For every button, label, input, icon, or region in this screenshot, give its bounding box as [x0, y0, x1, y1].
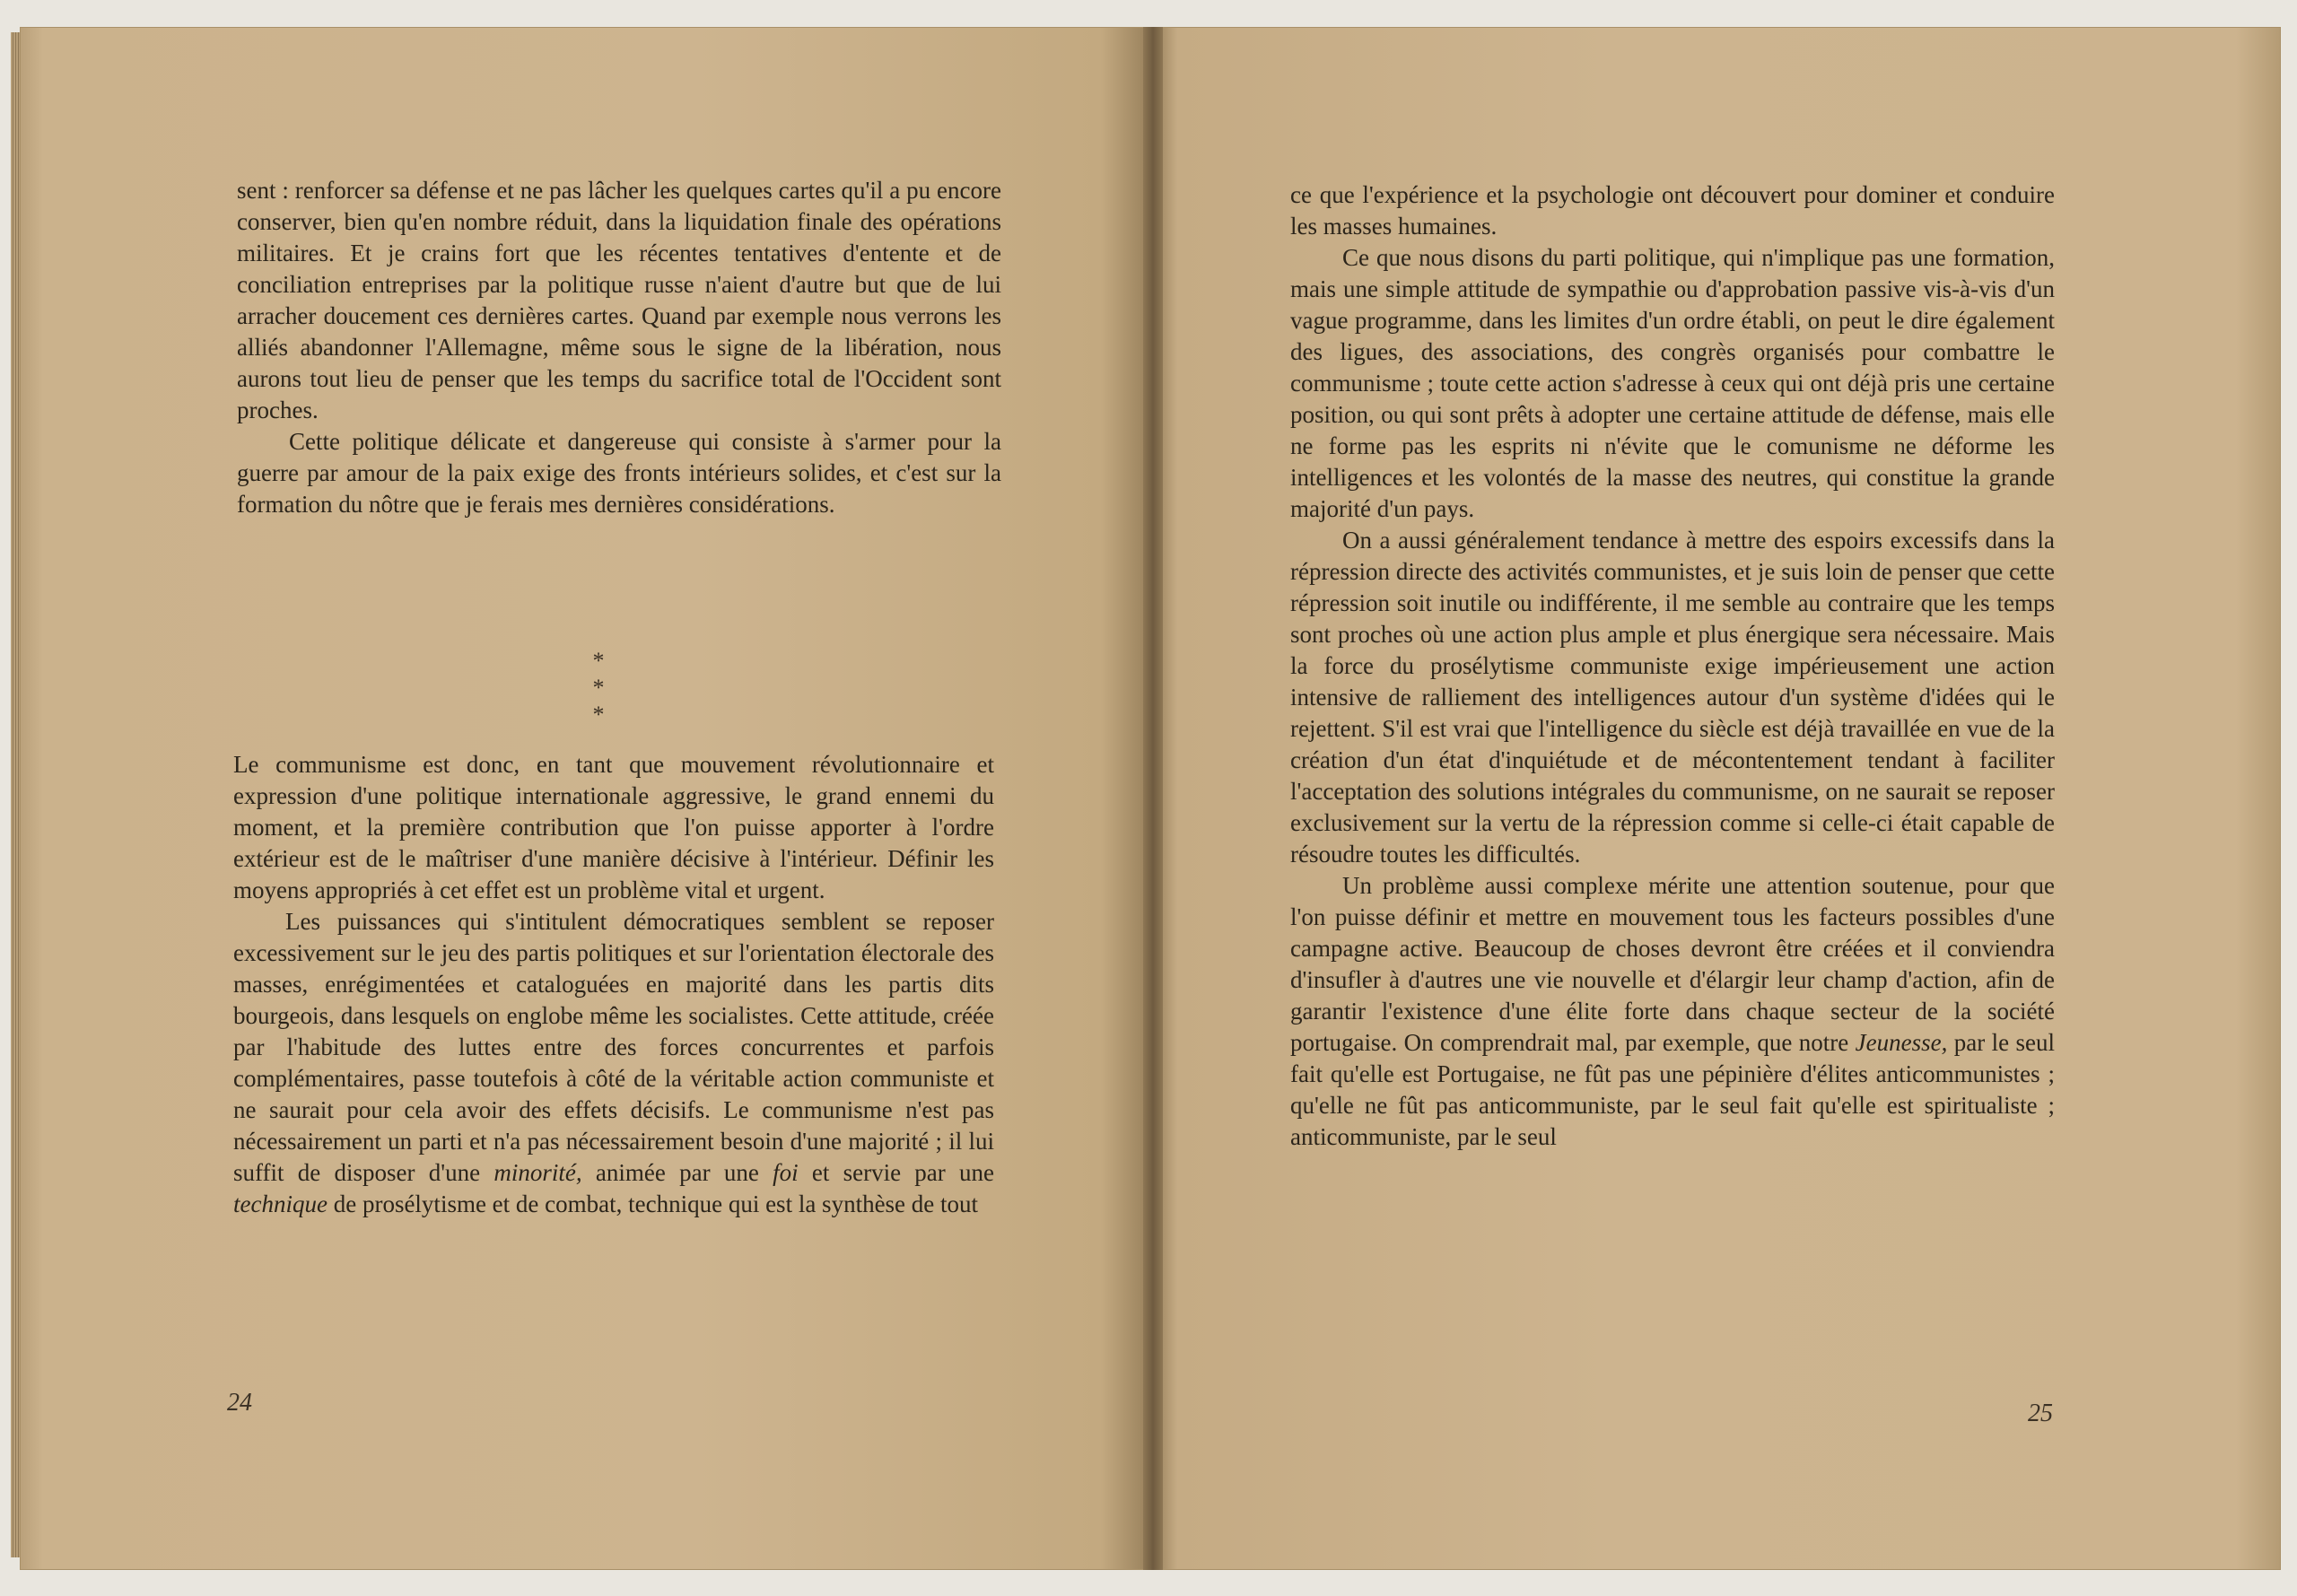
emphasis: foi: [773, 1159, 799, 1186]
paragraph: [1290, 870, 2055, 1153]
paragraph: Cette politique délicate et dangereuse qui consiste à s'armer pour la guerre par amour de la paix exige des fronts intérieurs solides, et c'est sur la formation du nôtre que je ferais mes dernières considérations.: [237, 428, 1001, 518]
text-run: animée par une: [595, 1159, 759, 1186]
paragraph: Ce que nous disons du parti politique, qui n'implique pas une formation, mais une simple attitude de sympathie ou d'approbation passive vis-à-vis d'un vague programme, dans les limites d'un ordre établi, on peut le dire également des ligues, des associations, des congrès organisés pour combattre le communisme ; toute cette action s'adresse à ceux qui ont déjà pris une certaine position, ou qui sont prêts à adopter une certaine attitude de défense, mais elle ne forme pas les esprits ni n'évite que le comunisme ne déforme les intelligences et les volontés de la masse des neutres, qui constitue la grande majorité d'un pays.: [1290, 244, 2055, 522]
emphasis: Jeunesse,: [1855, 1029, 1948, 1056]
text-run: Un problème aussi complexe mérite une attention soutenue, pour que l'on puisse définir et mettre en mouvement tous les facteurs possibles d'une campagne active. Beaucoup de choses devront être créées et il conviendra d'insufler à d'autres une vie nouvelle et d'élargir leur champ d'action, afin de garantir l'existence d'une élite forte dans chaque secteur de la société portugaise. On comprendrait mal, par exemple, que notre: [1290, 872, 2055, 1056]
paragraph: ce que l'expérience et la psychologie ont découvert pour dominer et conduire les masses humaines.: [1290, 181, 2055, 240]
paragraph: Le communisme est donc, en tant que mouvement révolutionnaire et expression d'une politique internationale aggressive, le grand ennemi du moment, et la première contribution que l'on puisse apporter à l'ordre extérieur est de le maîtriser d'une manière décisive à l'intérieur. Définir les moyens appropriés à cet effet est un problème vital et urgent.: [233, 751, 994, 903]
paragraph: On a aussi généralement tendance à mettre des espoirs excessifs dans la répression directe des activités communistes, et je suis loin de penser que cette répression soit inutile ou indifférente, il me semble au contraire que les temps sont proches où une action plus ample et plus énergique sera nécessaire. Mais la force du prosélytisme communiste exige impérieusement une action intensive de ralliement des intelligences autour d'un système d'idées qui le rejettent. S'il est vrai que l'intelligence du siècle est déjà travaillée en vue de la création d'un état d'inquiétude et de mécontentement tendant à faciliter l'acceptation des solutions intégrales du communisme, on ne saurait se reposer exclusivement sur la vertu de la répression comme si celle-ci était capable de résoudre toutes les difficultés.: [1290, 527, 2055, 868]
section-separator: * * *: [592, 648, 632, 728]
paragraph: [233, 906, 994, 1220]
text-run: Les puissances qui s'intitulent démocratiques semblent se reposer excessivement sur le jeu des partis politiques et sur l'orientation électorale des masses, enrégimentées et cataloguées en majorité dans les partis dits bourgeois, dans lesquels on englobe même les socialistes. Cette attitude, créée par l'habitude des luttes entre des forces concurrentes et parfois complémentaires, passe toutefois à côté de la véritable action communiste et ne saurait pour cela avoir des effets décisifs. Le communisme n'est pas nécessairement un parti et n'a pas nécessairement besoin d'une majorité ; il lui suffit de disposer d'une: [233, 908, 994, 1186]
right-text: [1290, 179, 2055, 1153]
paragraph: sent : renforcer sa défense et ne pas lâcher les quelques cartes qu'il a pu encore conserver, bien qu'en nombre réduit, dans la liquidation finale des opérations militaires. Et je crains fort que les récentes tentatives d'entente et de conciliation entreprises par la politique russe n'aient d'autre but que de lui arracher doucement ces dernières cartes. Quand par exemple nous verrons les alliés abandonner l'Allemagne, même sous le signe de la libération, nous aurons tout lieu de penser que les temps du sacrifice total de l'Occident sont proches.: [237, 177, 1001, 423]
left-text-bottom: [233, 749, 994, 1220]
emphasis: technique: [233, 1190, 328, 1217]
text-run: et servie par une: [811, 1159, 995, 1186]
text-run: de prosélytisme et de combat, technique qui est la synthèse de tout: [333, 1190, 979, 1217]
text-run: par le seul fait qu'elle est Portugaise, ne fût pas une pépinière d'élites anticommunistes ; qu'elle ne fût pas anticommuniste, par le seul fait qu'elle est spiritualiste ; anticommuniste, par le seul: [1290, 1029, 2055, 1150]
page-number-right: 25: [2028, 1400, 2053, 1427]
emphasis: minorité,: [493, 1159, 582, 1186]
book-gutter: [1143, 27, 1163, 1570]
page-number-left: 24: [227, 1389, 252, 1417]
left-text-top: [237, 175, 1001, 520]
